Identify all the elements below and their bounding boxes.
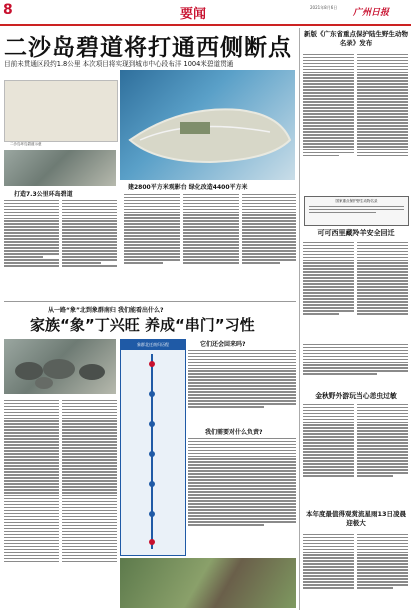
- riverside-photo: [4, 150, 116, 186]
- island-shape-icon: [120, 70, 295, 180]
- lead-map-image: [120, 70, 295, 180]
- forest-road-photo: [120, 558, 296, 608]
- right-headline-4: 本年度最值得观赏流星雨13日凌晨迎极大: [305, 510, 407, 527]
- elephant-body-col-2: [62, 398, 117, 610]
- right-body-4b: [357, 532, 408, 610]
- lead-small-map: [4, 80, 118, 142]
- question-two: 我们需要对什么负责?: [205, 429, 263, 436]
- elephant-headline: 家族“象”丁兴旺 养成“串门”习性: [30, 316, 255, 334]
- elephant-kicker: 从一路“象”北到象群南归 我们能看出什么?: [48, 307, 164, 314]
- lead-subheading: 打造7.3公里环岛碧道: [14, 191, 73, 198]
- right-body-3b: [357, 402, 408, 502]
- section-divider: [4, 301, 296, 302]
- middle-body-col-1: [124, 192, 180, 298]
- right-body-1b: [357, 52, 408, 192]
- right-body-1a: [303, 52, 354, 192]
- elephant-photo: [4, 339, 116, 394]
- header-rule: [0, 24, 411, 26]
- map-caption: 二沙岛环岛碧道示意: [10, 142, 42, 146]
- question-one: 它们还会回来吗?: [200, 341, 246, 348]
- right-highlight-box: [304, 196, 409, 226]
- section-title: 要闻: [180, 7, 207, 22]
- right-headline-2: 可可西里藏羚羊安全回迁: [317, 229, 395, 237]
- right-body-2c: [303, 342, 408, 387]
- lead-body-col-1: [4, 198, 59, 298]
- middle-headline: 建2800平方米观影台 绿化改造4400平方米: [128, 184, 248, 191]
- header-date: 2021年8月6日: [310, 5, 338, 10]
- elephant-herd-icon: [4, 339, 116, 394]
- timeline-title: 象群北迁南归历程: [121, 340, 185, 350]
- qa-body-2: [188, 436, 296, 554]
- right-body-2a: [303, 240, 354, 340]
- elephant-body-col-1: [4, 398, 59, 610]
- right-body-4a: [303, 532, 354, 610]
- lead-subhead: 目前未贯通区段约1.8公里 本次项目将实现到城市中心段布洋 1004米碧道贯通: [4, 60, 234, 68]
- lead-body-col-2: [62, 198, 117, 298]
- page-number: 8: [3, 2, 13, 18]
- timeline-panel: [120, 339, 186, 556]
- right-highlight-label: 国家重点保护野生动物名录: [335, 199, 378, 203]
- right-headline-3: 金秋野外游玩当心恙虫过敏: [315, 392, 397, 400]
- right-body-2b: [357, 240, 408, 340]
- lead-headline: 二沙岛碧道将打通西侧断点: [4, 35, 292, 61]
- right-body-3a: [303, 402, 354, 502]
- timeline-markers: [121, 354, 185, 549]
- right-headline-1: 新版《广东省重点保护陆生野生动物名录》发布: [304, 30, 408, 47]
- middle-body-col-2: [183, 192, 239, 298]
- middle-body-col-3: [242, 192, 296, 298]
- masthead-logo: 广州日报: [353, 8, 390, 18]
- qa-body-1: [188, 348, 296, 423]
- column-rule: [299, 28, 300, 610]
